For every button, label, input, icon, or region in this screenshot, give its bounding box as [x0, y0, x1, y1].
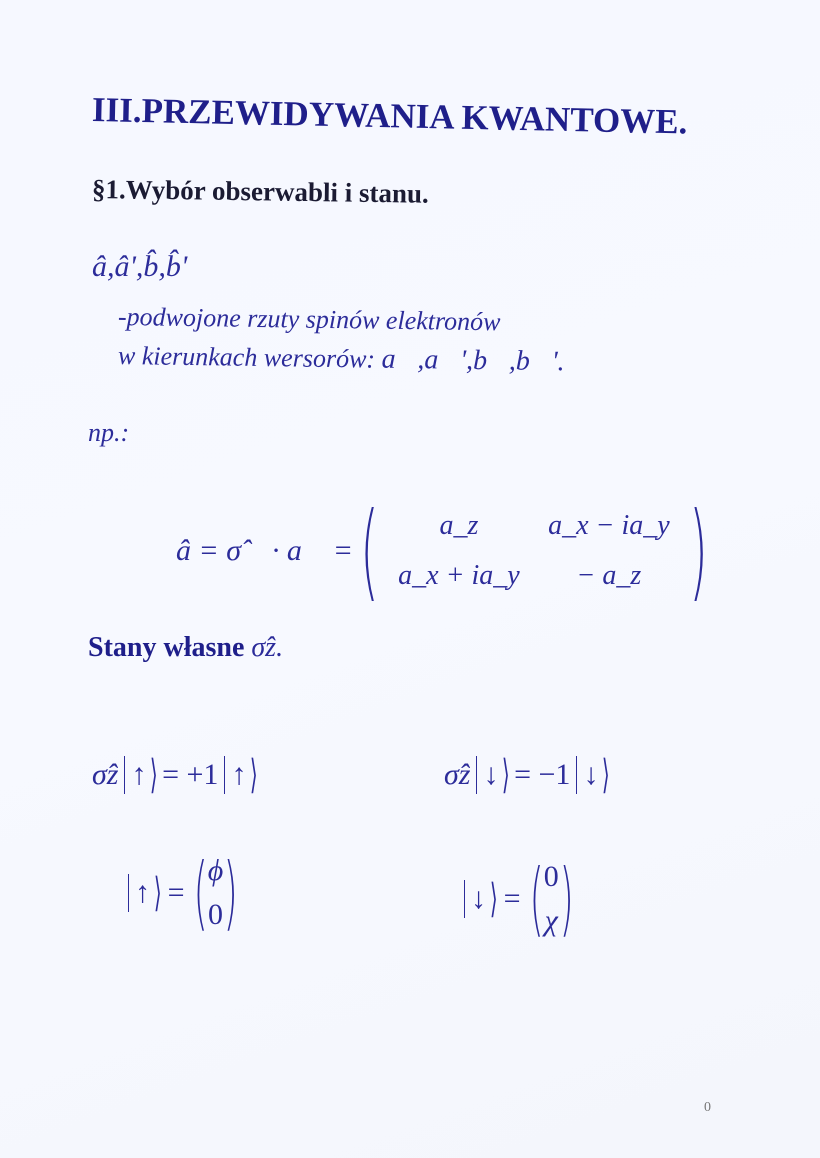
- description-line-1: -podwojone rzuty spinów elektronów: [117, 302, 501, 337]
- ket-bracket: ⟩: [153, 869, 162, 916]
- equation-lhs: â = σ̂⃗ · a⃗ =: [176, 534, 353, 567]
- eq-up-arrow-2: ↑: [231, 758, 247, 791]
- bra-bar: [464, 880, 465, 918]
- eigenstates-symbol: σ̂z.: [251, 632, 284, 663]
- bra-bar: [476, 756, 477, 794]
- bra-bar: [576, 756, 577, 794]
- ket-down-top: 0: [543, 859, 559, 893]
- vector-body: [208, 854, 224, 932]
- eq-up-operator: σ̂z: [92, 758, 119, 791]
- vector-right-paren: ): [559, 852, 574, 945]
- ket-down-arrow: ↓: [471, 881, 486, 915]
- ket-bracket: ⟩: [250, 752, 259, 798]
- ket-up-vector: [122, 846, 247, 939]
- eq-down-arrow-2: ↓: [583, 758, 599, 791]
- ket-up-top: ϕ: [207, 853, 224, 887]
- equals-sign: =: [503, 881, 521, 915]
- operator-equation: [176, 490, 719, 612]
- matrix-right-paren: ): [689, 490, 708, 612]
- ket-bracket: ⟩: [602, 752, 611, 798]
- bra-bar: [128, 874, 129, 912]
- eq-down-mid: = −1: [514, 758, 571, 791]
- example-label: np.:: [88, 418, 130, 447]
- ket-bracket: ⟩: [489, 875, 498, 922]
- bra-bar: [124, 756, 125, 794]
- eq-up-mid: = +1: [162, 758, 219, 791]
- ket-down-vector: [458, 852, 582, 945]
- eigen-equation-up: [92, 752, 262, 798]
- description-line-2: [118, 340, 565, 378]
- matrix-body: [384, 510, 684, 592]
- description-line-2-vectors: a⃗,a⃗',b⃗,b⃗'.: [381, 343, 565, 378]
- observables-list: â,â',b̂,b̂': [92, 250, 188, 283]
- eigen-equation-down: [444, 752, 614, 798]
- ket-bracket: ⟩: [150, 752, 159, 798]
- bra-bar: [224, 756, 225, 794]
- ket-up-arrow: ↑: [135, 875, 150, 909]
- eq-down-operator: σ̂z: [444, 758, 471, 791]
- eigenstates-label: Stany własne: [88, 632, 245, 663]
- vector-left-paren: (: [529, 852, 544, 945]
- matrix-left-paren: (: [360, 490, 379, 612]
- eq-down-arrow-1: ↓: [483, 758, 499, 791]
- page-title: III.PRZEWIDYWANIA KWANTOWE.: [91, 90, 688, 142]
- eq-up-arrow-1: ↑: [131, 758, 147, 791]
- vector-body: [544, 860, 559, 938]
- description-line-2-text: w kierunkach wersorów:: [117, 341, 376, 374]
- matrix-cell-12: a_x − ia_y: [548, 510, 670, 541]
- ket-down-bottom: χ: [544, 903, 558, 937]
- matrix-cell-11: a_z: [439, 510, 479, 541]
- section-title: §1.Wybór obserwabli i stanu.: [91, 174, 429, 209]
- vector-left-paren: (: [193, 846, 208, 939]
- eigenstates-heading: [88, 632, 283, 664]
- equals-sign: =: [167, 875, 185, 909]
- vector-right-paren: ): [223, 846, 238, 939]
- matrix-cell-21: a_x + ia_y: [398, 560, 520, 591]
- ket-up-bottom: 0: [208, 897, 224, 931]
- matrix-cell-22: − a_z: [576, 560, 642, 591]
- ket-bracket: ⟩: [502, 752, 511, 798]
- page-number: 0: [704, 1100, 711, 1115]
